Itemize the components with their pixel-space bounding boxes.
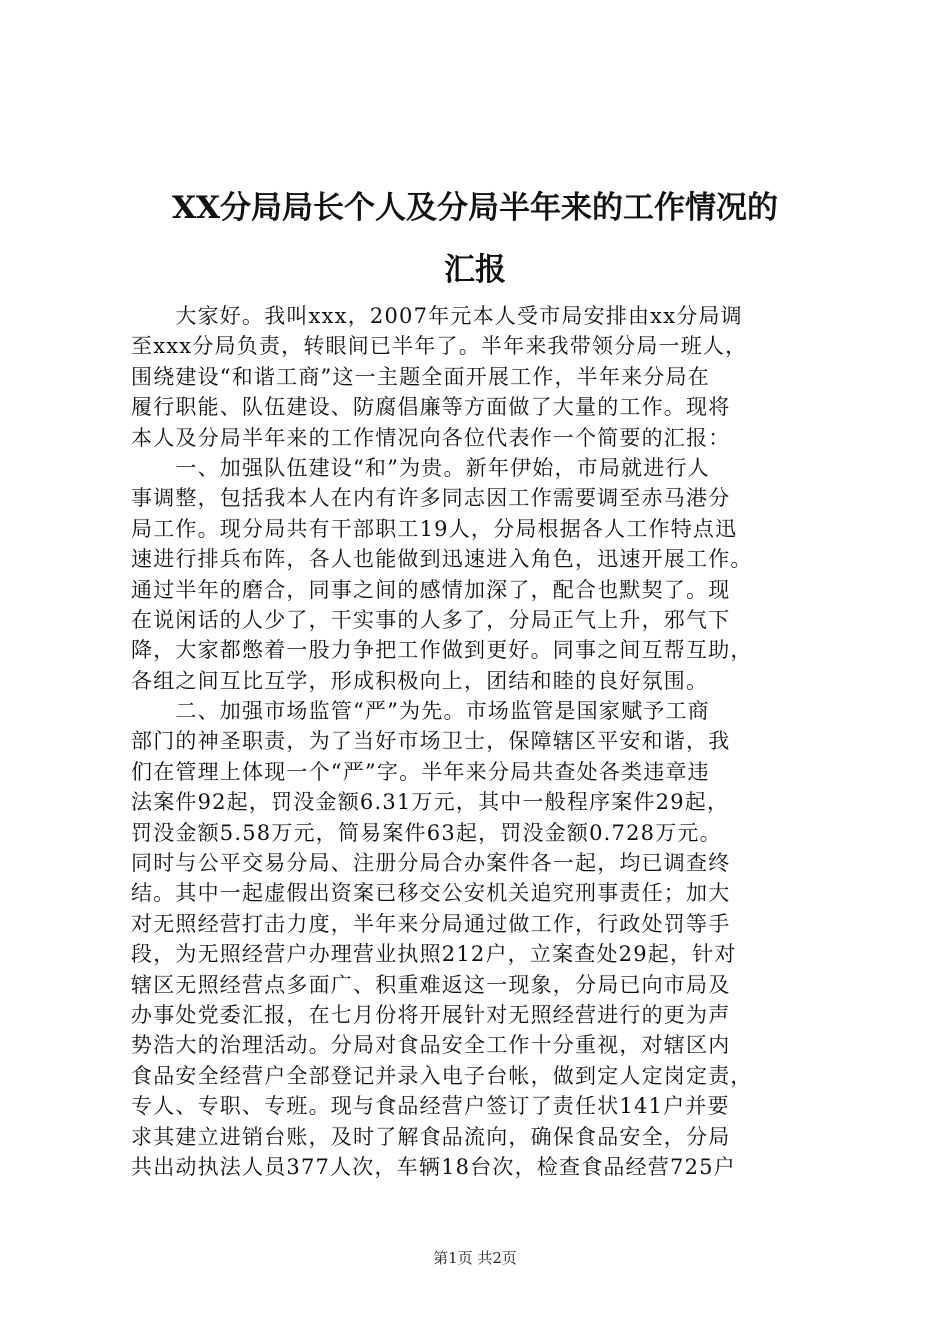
body-line: 对无照经营打击力度，半年来分局通过做工作，行政处罚等手 xyxy=(131,911,731,936)
body-line: 法案件92起，罚没金额6.31万元，其中一般程序案件29起， xyxy=(131,790,730,815)
body-line: 结。其中一起虚假出资案已移交公安机关追究刑事责任；加大 xyxy=(131,881,731,906)
body-line: 罚没金额5.58万元，简易案件63起，罚没金额0.728万元。 xyxy=(131,820,722,845)
body-line: 共出动执法人员377人次，车辆18台次，检查食品经营725户 xyxy=(131,1154,736,1179)
body-line: 通过半年的磨合，同事之间的感情加深了，配合也默契了。现 xyxy=(131,577,731,602)
body-line: 辖区无照经营点多面广、积重难返这一现象，分局已向市局及 xyxy=(131,972,731,997)
page-footer: 第1页 共2页 xyxy=(433,1249,517,1267)
body-line: 围绕建设“和谐工商”这一主题全面开展工作，半年来分局在 xyxy=(131,364,710,389)
body-line: 降，大家都憋着一股力争把工作做到更好。同事之间互帮互助， xyxy=(131,638,753,663)
document-title-line-2: 汇报 xyxy=(444,252,506,288)
body-line: 履行职能、队伍建设、防腐倡廉等方面做了大量的工作。现将 xyxy=(131,395,731,420)
body-line: 们在管理上体现一个“严”字。半年来分局共查处各类违章违 xyxy=(131,759,710,784)
body-line: 食品安全经营户全部登记并录入电子台帐，做到定人定岗定责， xyxy=(131,1063,753,1088)
body-line: 段，为无照经营户办理营业执照212户，立案查处29起，针对 xyxy=(131,942,737,967)
body-line: 专人、专职、专班。现与食品经营户签订了责任状141户并要 xyxy=(131,1094,730,1119)
body-line: 办事处党委汇报，在七月份将开展针对无照经营进行的更为声 xyxy=(131,1002,731,1027)
body-line: 本人及分局半年来的工作情况向各位代表作一个简要的汇报： xyxy=(131,425,731,450)
body-line: 事调整，包括我本人在内有许多同志因工作需要调至赤马港分 xyxy=(131,486,731,511)
body-line: 部门的神圣职责，为了当好市场卫士，保障辖区平安和谐，我 xyxy=(131,729,731,754)
body-line: 在说闲话的人少了，干实事的人多了，分局正气上升，邪气下 xyxy=(131,607,731,632)
body-line: 各组之间互比互学，形成积极向上，团结和睦的良好氛围。 xyxy=(131,668,709,693)
body-line: 至xxx分局负责，转眼间已半年了。半年来我带领分局一班人， xyxy=(131,334,748,359)
body-line: 二、加强市场监管“严”为先。市场监管是国家赋予工商 xyxy=(131,699,710,724)
body-line: 同时与公平交易分局、注册分局合办案件各一起，均已调查终 xyxy=(131,851,731,876)
document-body xyxy=(131,301,831,1182)
body-line: 势浩大的治理活动。分局对食品安全工作十分重视，对辖区内 xyxy=(131,1033,731,1058)
document-title-line-1: XX分局局长个人及分局半年来的工作情况的 xyxy=(171,190,779,226)
body-line: 一、加强队伍建设“和”为贵。新年伊始，市局就进行人 xyxy=(131,455,710,480)
body-line: 局工作。现分局共有干部职工19人，分局根据各人工作特点迅 xyxy=(131,516,738,541)
body-line: 速进行排兵布阵，各人也能做到迅速进入角色，迅速开展工作。 xyxy=(131,547,753,572)
body-line: 求其建立进销台账，及时了解食品流向，确保食品安全，分局 xyxy=(131,1124,731,1149)
body-line: 大家好。我叫xxx，2007年元本人受市局安排由xx分局调 xyxy=(131,304,743,328)
